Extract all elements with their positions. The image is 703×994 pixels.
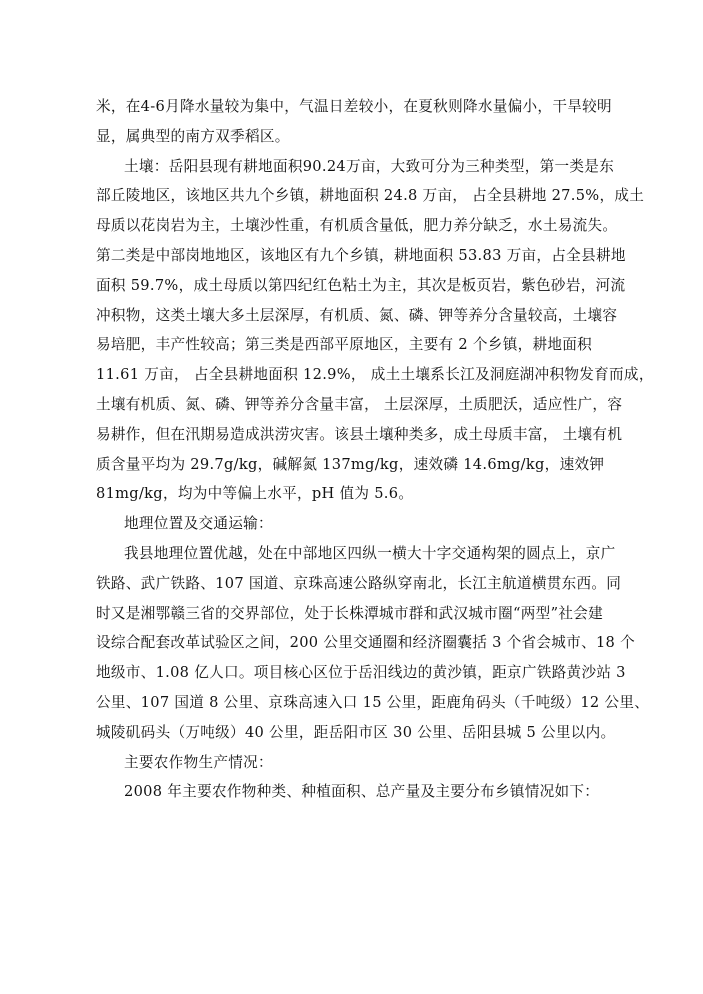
text-line: 面积 59.7%，成土母质以第四纪红色粘土为主，其次是板页岩，紫色砂岩，河流: [96, 276, 626, 294]
text-line: 质含量平均为 29.7g/kg，碱解氮 137mg/kg，速效磷 14.6mg/kg，速效钾: [96, 455, 605, 473]
text-line: 土壤有机质、氮、磷、钾等养分含量丰富， 土层深厚，土质肥沃，适应性广，容: [96, 395, 623, 413]
text-line: 81mg/kg，均为中等偏上水平，pH 值为 5.6。: [96, 485, 414, 503]
text-line: 公里、107 国道 8 公里、京珠高速入口 15 公里，距鹿角码头（千吨级）12 公里、: [96, 693, 650, 711]
paragraph-soil-start: 土壤：岳阳县现有耕地面积90.24万亩，大致可分为三种类型，第一类是东: [124, 157, 615, 175]
text-line: 米，在4-6月降水量较为集中，气温日差较小，在夏秋则降水量偏小，干旱较明: [96, 98, 612, 115]
text-line: 冲积物，这类土壤大多土层深厚，有机质、氮、磷、钾等养分含量较高，土壤容: [96, 306, 618, 324]
text-line: 母质以花岗岩为主，土壤沙性重，有机质含量低，肥力养分缺乏，水土易流失。: [96, 217, 618, 235]
text-line: 时又是湘鄂赣三省的交界部位，处于长株潭城市群和武汉城市圈“两型”社会建: [96, 604, 604, 622]
document-page: [96, 92, 654, 807]
text-line: 易培肥，丰产性较高；第三类是西部平原地区，主要有 2 个乡镇，耕地面积: [96, 336, 593, 354]
text-line: 部丘陵地区，该地区共九个乡镇，耕地面积 24.8 万亩， 占全县耕地 27.5%，成土: [96, 187, 645, 205]
section-heading-location: 地理位置及交通运输：: [124, 515, 273, 533]
paragraph-location-start: 我县地理位置优越，处在中部地区四纵一横大十字交通构架的圆点上，京广: [124, 544, 616, 562]
text-line: 地级市、1.08 亿人口。项目核心区位于岳汨线边的黄沙镇，距京广铁路黄沙站 3: [96, 664, 626, 682]
paragraph-crops-intro: 2008 年主要农作物种类、种植面积、总产量及主要分布乡镇情况如下：: [124, 783, 600, 801]
text-line: 城陵矶码头（万吨级）40 公里，距岳阳市区 30 公里、岳阳县城 5 公里以内。: [96, 723, 616, 741]
section-heading-crops: 主要农作物生产情况：: [124, 753, 273, 771]
text-line: 铁路、武广铁路、107 国道、京珠高速公路纵穿南北，长江主航道横贯东西。同: [96, 574, 622, 592]
text-line: 显，属典型的南方双季稻区。: [96, 127, 290, 145]
text-line: 第二类是中部岗地地区，该地区有九个乡镇，耕地面积 53.83 万亩，占全县耕地: [96, 246, 626, 264]
text-line: 设综合配套改革试验区之间，200 公里交通圈和经济圈囊括 3 个省会城市、18 个: [96, 634, 635, 652]
text-line: 11.61 万亩， 占全县耕地面积 12.9%， 成土土壤系长江及洞庭湖冲积物发育而成，: [96, 366, 654, 384]
text-line: 易耕作，但在汛期易造成洪涝灾害。该县土壤种类多，成土母质丰富， 土壤有机: [96, 425, 623, 443]
